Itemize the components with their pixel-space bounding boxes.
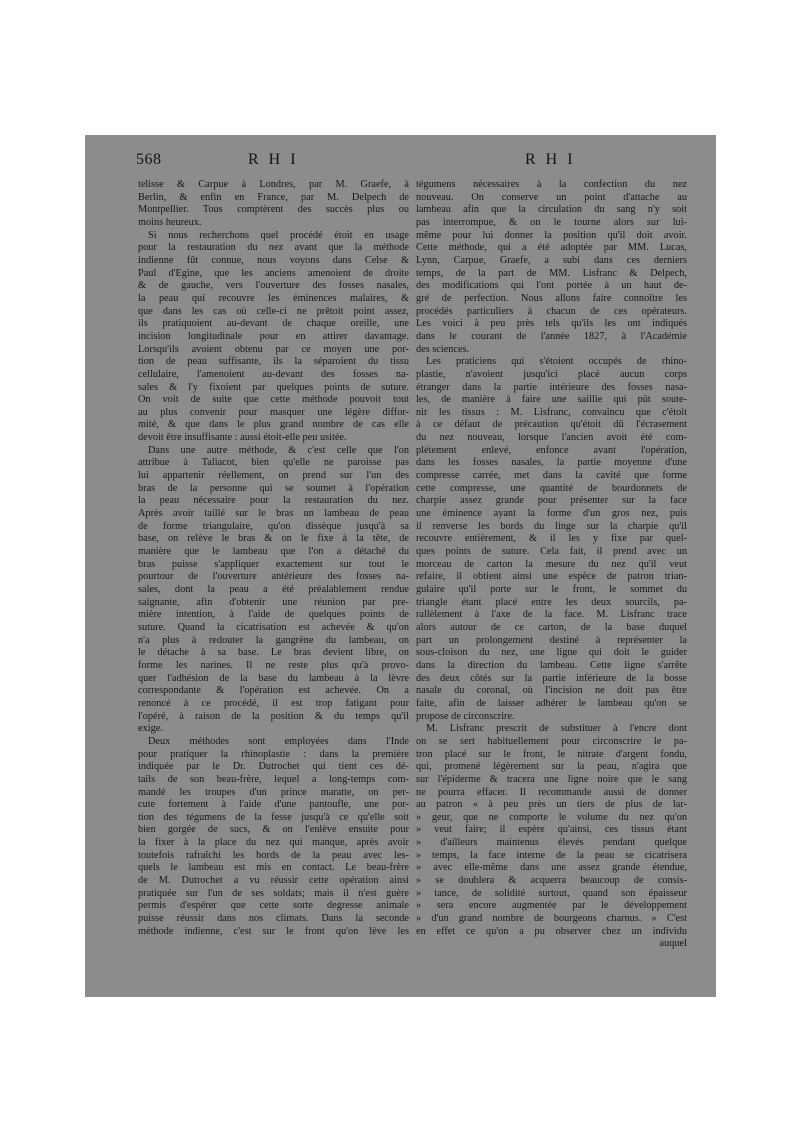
text-line: étranger dans la partie intérieure des fosses nasa- — [416, 381, 687, 393]
text-line: manière que le lambeau que l'on a détaché du — [138, 546, 409, 558]
text-line: dans les fosses nasales, la partie moyenne d'une — [416, 457, 687, 469]
text-line: » se doublera & acquerra beaucoup de consis- — [416, 875, 687, 887]
text-line: quer l'adhésion de la base du lambeau à la lèvre — [138, 672, 409, 684]
catchword: auquel — [659, 938, 687, 950]
text-line: alors autour de ce carton, de la base duquel — [416, 621, 687, 633]
text-line: la fixer à la place du nez qui manque, après avoir — [138, 837, 409, 849]
text-line: ques points de suture. Cela fait, il prend avec un — [416, 546, 687, 558]
text-line: Deux méthodes sont employées dans l'Inde — [148, 735, 409, 747]
text-line: des sciences. — [416, 343, 470, 355]
text-line: » temps, la face interne de la peau se cicatrisera — [416, 849, 687, 861]
text-line: nir les tissus : M. Lisfranc, convaincu que c'étoit — [416, 406, 687, 418]
text-line: tégumens nécessaires à la confection du nez — [416, 179, 687, 190]
text-line: au plus convenir pour masquer une légère diffor- — [138, 406, 409, 418]
text-line: pratiquée sur l'un de ses soldats; mais il n'est guère — [138, 887, 409, 899]
page-number: 568 — [136, 151, 162, 168]
text-line: mière intention, à l'aide de quelques points de — [138, 609, 409, 621]
text-line: suture. Quand la cicatrisation est achevée & qu'on — [138, 621, 409, 633]
text-line: tails de son beau-frère, lequel a long-temps com- — [138, 773, 409, 785]
text-line: & de gauche, vers l'ouverture des fosses nasales, — [138, 280, 409, 292]
left-column — [138, 179, 409, 938]
text-line: des deux côtés sur la partie inférieure de la bosse — [416, 672, 687, 684]
text-line: Après avoir taillé sur le bras un lambeau de peau — [138, 508, 409, 520]
text-line: pour la restauration du nez avant que la méthode — [138, 242, 409, 254]
text-line: au patron « à peu près un tiers de plus de lar- — [416, 799, 687, 811]
text-line: sous-cloison du nez, une ligne qui doit le guider — [416, 647, 687, 659]
text-line: exige. — [138, 723, 163, 735]
text-line: Lorsqu'ils avoient obtenu par ce moyen une por- — [138, 343, 409, 355]
text-line: triangle étant placé entre les deux sourcils, pa- — [416, 596, 687, 608]
text-line: quels le lambeau est mis en contact. Le beau-frère — [138, 862, 409, 874]
text-line: Les voici à peu près tels qu'ils les ont indiqués — [416, 318, 687, 330]
text-line: procédés particuliers à chacun de ces opérateurs. — [416, 305, 687, 317]
text-line: mandé les troupes d'un prince maratte, on per- — [138, 786, 409, 798]
text-line: la peau nécessaire pour la restauration du nez. — [138, 495, 409, 507]
text-line: tion des tégumens de la fesse jusqu'à ce qu'elle soit — [138, 811, 409, 823]
text-line: On voit de suite que cette méthode pouvoit tout — [138, 394, 409, 406]
text-line: rallèlement à l'axe de la face. M. Lisfranc trace — [416, 609, 687, 621]
text-line: même pour lui donner la position qu'il doit avoir. — [416, 229, 687, 241]
text-line: devoit être insuffisante : aussi étoit-elle peu usitée. — [138, 432, 347, 444]
text-line: renoncé à ce procédé, il est trop fatigant pour — [138, 697, 409, 709]
text-line: permis d'espérer que cette sorte degresse animale — [138, 900, 409, 912]
text-line: il renverse les bords du linge sur la charpie qu'il — [416, 520, 687, 532]
text-line: tron placé sur le front, le nitrate d'argent fondu, — [416, 748, 687, 760]
text-line: » geur, que ne comporte le volume du nez qu'on — [416, 811, 687, 823]
text-line: propose de circonscrire. — [416, 710, 515, 722]
text-line: telisse & Carpue à Londres, par M. Graefe, à — [138, 179, 409, 190]
text-line: toutefois rafraîchi les bords de la peau avec les- — [138, 849, 409, 861]
text-line: des modifications qui l'ont portée à un haut de- — [416, 280, 687, 292]
text-line: les, de manière à faire une saillie qui pût soute- — [416, 394, 687, 406]
text-line: plétement enlevé, enfonce avant l'opération, — [416, 444, 687, 456]
text-line: une éminence ayant la forme d'un gros nez, puis — [416, 508, 687, 520]
text-line: nasale du coronal, où l'incision ne doit pas être — [416, 685, 687, 697]
text-line: qui, promené légèrement sur la peau, n'agira que — [416, 761, 687, 773]
text-line: la peau qui recouvre les éminences malaires, & — [138, 292, 409, 304]
text-line: sur l'épiderme & tracera une ligne noire que le sang — [416, 773, 687, 785]
text-line: charpie assez grande pour présenter sur la face — [416, 495, 687, 507]
text-line: mité, & que dans le plus grand nombre de cas elle — [138, 419, 409, 431]
text-line: méthode indienne, c'est sur le front qu'on lève les — [138, 925, 409, 937]
text-line: Les praticiens qui s'étoient occupés de rhino- — [426, 356, 687, 368]
text-line: en effet ce qu'on a pu observer chez un individu — [416, 925, 687, 937]
text-line: Paul d'Egine, que les anciens amenoient de droite — [138, 267, 409, 279]
text-line: attribue à Taliacot, bien qu'elle ne paroisse pas — [138, 457, 409, 469]
text-line: pour pratiquer la rhinoplastie : dans la première — [138, 748, 409, 760]
text-line: bien gorgée de sucs, & on l'enlève ensuite pour — [138, 824, 409, 836]
text-line: Si nous recherchons quel procédé étoit en usage — [148, 229, 409, 241]
text-line: dans la direction du lambeau. Cette ligne s'arrête — [416, 659, 687, 671]
text-line: cette compresse, une quantité de bourdonnets de — [416, 482, 687, 494]
text-line: recouvre entièrement, & il les y fixe par quel- — [416, 533, 687, 545]
text-line: de M. Dutrochet a vu réussir cette opération ainsi — [138, 875, 409, 887]
text-line: ils pratiquoient au-devant de chaque oreille, une — [138, 318, 409, 330]
text-line: forme les narines. Il ne reste plus qu'à provo- — [138, 659, 409, 671]
text-line: Dans une autre méthode, & c'est celle que l'on — [148, 444, 409, 456]
text-line: faite, afin de laisser adhérer le lambeau qu'on se — [416, 697, 687, 709]
text-line: base, on relève le bras & on le fixe à la tête, de — [138, 533, 409, 545]
text-line: cute fortement à l'aide d'une pantoufle, une por- — [138, 799, 409, 811]
text-line: on se sert habituellement pour circonscrire le pa- — [416, 735, 687, 747]
text-line: pas interrompue, & on le tourne alors sur lui- — [416, 216, 687, 228]
text-line: » sera encore augmentée par le développement — [416, 900, 687, 912]
text-line: Lynn, Carpue, Graefe, a subi dans ces derniers — [416, 254, 687, 266]
text-line: saignante, afin d'obtenir une réunion par pre- — [138, 596, 409, 608]
text-line: Berlin, & enfin en France, par M. Delpech de — [138, 191, 409, 203]
running-title-right: RHI — [525, 151, 583, 168]
text-line: à ce défaut de précaution qu'étoit dû l'écrasement — [416, 419, 687, 431]
text-line: dans le courant de l'année 1827, à l'Académie — [416, 330, 687, 342]
text-line: moins heureux. — [138, 216, 202, 228]
right-column — [416, 179, 687, 951]
text-line: du nez nouveau, lorsque l'ancien avoit été com- — [416, 432, 687, 444]
text-line: morceau de carton la mesure du nez qu'il veut — [416, 558, 687, 570]
text-line: » tance, de solidité surtout, quand son épaisseur — [416, 887, 687, 899]
text-line: plastie, n'avoient jusqu'ici placé aucun corps — [416, 368, 687, 380]
text-line: incision longitudinale pour en attirer davantage. — [138, 330, 409, 342]
text-line: M. Lisfranc prescrit de substituer à l'encre dont — [426, 723, 687, 735]
text-line: » veut faire; il espère qu'ainsi, ces tissus étant — [416, 824, 687, 836]
text-line: correspondante & l'opération est achevée. On a — [138, 685, 409, 697]
page-header — [85, 149, 716, 175]
text-line: pourtour de l'ouverture antérieure des fosses na- — [138, 571, 409, 583]
text-line: bras puisse s'appliquer exactement sur tout le — [138, 558, 409, 570]
text-line: tion de peau suffisante, ils la séparoient du tissu — [138, 356, 409, 368]
text-line: » avec elle-même dans une assez grande étendue, — [416, 862, 687, 874]
text-line: le détache à sa base. Le bras devient libre, on — [138, 647, 409, 659]
text-line: gulaire qu'il porte sur le front, le sommet du — [416, 584, 687, 595]
text-line: indiquée par le Dr. Dutrochet qui tient ces dé- — [138, 761, 409, 773]
text-line: bras de la personne qui se soumet à l'opération — [138, 482, 409, 494]
text-line: gré de perfection. Nous allons faire connoître les — [416, 292, 687, 304]
text-line: » d'un grand nombre de bourgeons charnus. » C'est — [416, 913, 687, 925]
text-line: puisse réussir dans nos climats. Dans la seconde — [138, 913, 409, 925]
text-line: temps, de la part de MM. Lisfranc & Delpech, — [416, 267, 687, 279]
text-line: compresse carrée, met dans la cavité que forme — [416, 470, 687, 482]
text-line: n'a plus à redouter la gangrène du lambeau, on — [138, 634, 409, 646]
text-line: de forme triangulaire, qu'on dissèque jusqu'à sa — [138, 520, 409, 532]
text-line: » d'ailleurs maintenus élevés pendant quelque — [416, 837, 687, 849]
text-line: l'opéré, à raison de la position & du temps qu'il — [138, 710, 409, 722]
text-line: part un prolongement destiné à représenter la — [416, 634, 687, 646]
running-title-left: RHI — [248, 151, 306, 168]
text-line: refaire, il obtient ainsi une espèce de patron trian- — [416, 571, 687, 583]
text-line: Montpellier. Tous comptèrent des succès plus ou — [138, 204, 409, 216]
text-line: sales & l'y fixoient par quelques points de suture. — [138, 381, 409, 393]
text-line: indienne fût connue, nous voyons dans Celse & — [138, 254, 409, 266]
text-line: lambeau afin que la circulation du sang n'y soit — [416, 204, 687, 216]
text-line: Cette méthode, qui a été adoptée par MM. Lucas, — [416, 242, 687, 254]
text-line: nouveau. On conserve un point d'attache au — [416, 191, 687, 203]
text-line: que dans les cas où celle-ci ne prêtoit point assez, — [138, 305, 409, 317]
text-line: ne pourra effacer. Il recommande aussi de donner — [416, 786, 687, 798]
text-line: cellulaire, l'amenoient au-devant des fosses na- — [138, 368, 409, 380]
text-line: lui appartenir réellement, on prend sur l'un des — [138, 470, 409, 482]
scanned-page — [85, 135, 716, 997]
text-line: sales, dont la peau a été préalablement rendue — [138, 584, 409, 595]
